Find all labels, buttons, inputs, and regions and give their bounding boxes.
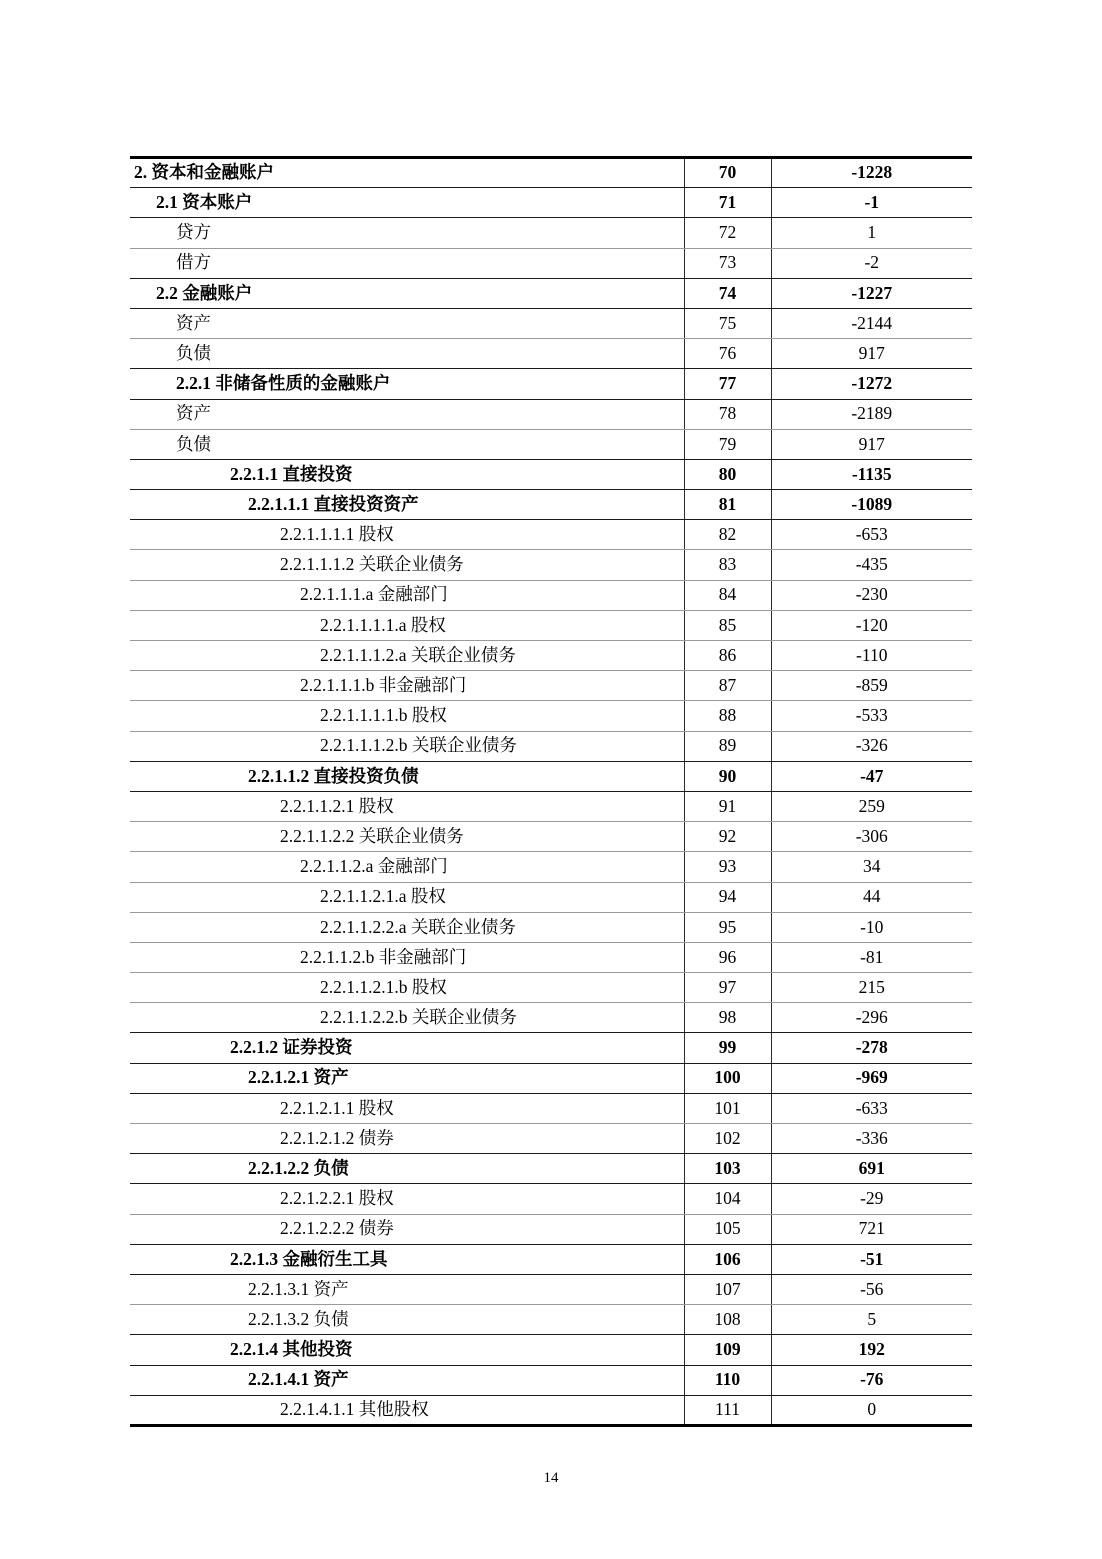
row-value: -633 [771, 1093, 972, 1123]
row-label: 2.2.1.1.2.2 关联企业债务 [130, 822, 684, 852]
row-label: 2.2.1.2.2.1 股权 [130, 1184, 684, 1214]
row-label: 2.2.1.1.1.1.a 股权 [130, 610, 684, 640]
row-value: 0 [771, 1395, 972, 1425]
row-label: 2.2.1.1.2 直接投资负债 [130, 761, 684, 791]
row-label: 2.2.1.2.2 负债 [130, 1154, 684, 1184]
row-label: 借方 [130, 248, 684, 278]
row-value: -326 [771, 731, 972, 761]
row-code: 76 [684, 339, 771, 369]
row-value: -110 [771, 641, 972, 671]
row-code: 105 [684, 1214, 771, 1244]
row-value: 5 [771, 1305, 972, 1335]
row-code: 71 [684, 188, 771, 218]
row-code: 77 [684, 369, 771, 399]
table-row [130, 429, 972, 459]
table-row [130, 942, 972, 972]
table-row [130, 218, 972, 248]
row-code: 104 [684, 1184, 771, 1214]
row-value: 34 [771, 852, 972, 882]
row-label: 2.2.1.4 其他投资 [130, 1335, 684, 1365]
row-code: 82 [684, 520, 771, 550]
row-code: 93 [684, 852, 771, 882]
row-value: -296 [771, 1003, 972, 1033]
row-code: 94 [684, 882, 771, 912]
table-row [130, 791, 972, 821]
row-label: 2.2.1.1.2.b 非金融部门 [130, 942, 684, 972]
table-row [130, 671, 972, 701]
table-row [130, 912, 972, 942]
row-code: 72 [684, 218, 771, 248]
row-label: 2.2.1.1.1.1 股权 [130, 520, 684, 550]
row-value: -29 [771, 1184, 972, 1214]
row-code: 109 [684, 1335, 771, 1365]
row-label: 2.2.1.4.1.1 其他股权 [130, 1395, 684, 1425]
row-value: 691 [771, 1154, 972, 1184]
row-code: 75 [684, 308, 771, 338]
row-label: 2.2.1.3 金融衍生工具 [130, 1244, 684, 1274]
table-body [130, 158, 972, 1426]
row-label: 2.2.1.1.2.a 金融部门 [130, 852, 684, 882]
row-code: 90 [684, 761, 771, 791]
row-label: 负债 [130, 339, 684, 369]
row-label: 2.2.1.3.1 资产 [130, 1274, 684, 1304]
table-row [130, 1395, 972, 1425]
table-row [130, 369, 972, 399]
table-row [130, 822, 972, 852]
row-label: 2.2.1.4.1 资产 [130, 1365, 684, 1395]
row-code: 85 [684, 610, 771, 640]
row-label: 2.2.1.1.1.b 非金融部门 [130, 671, 684, 701]
row-value: -1135 [771, 459, 972, 489]
row-label: 2.2.1.3.2 负债 [130, 1305, 684, 1335]
row-value: -1228 [771, 158, 972, 188]
table-row [130, 1154, 972, 1184]
row-code: 95 [684, 912, 771, 942]
row-value: -1089 [771, 490, 972, 520]
row-code: 73 [684, 248, 771, 278]
table-row [130, 1274, 972, 1304]
row-value: -51 [771, 1244, 972, 1274]
table-row [130, 852, 972, 882]
row-code: 100 [684, 1063, 771, 1093]
row-value: -859 [771, 671, 972, 701]
table-row [130, 1003, 972, 1033]
row-code: 81 [684, 490, 771, 520]
row-value: -76 [771, 1365, 972, 1395]
table-row [130, 610, 972, 640]
row-code: 74 [684, 278, 771, 308]
row-code: 70 [684, 158, 771, 188]
row-code: 96 [684, 942, 771, 972]
table-row [130, 399, 972, 429]
table-row [130, 1214, 972, 1244]
row-label: 2.2.1.1.1.1.b 股权 [130, 701, 684, 731]
row-label: 贷方 [130, 218, 684, 248]
row-label: 2.2.1.1.2.2.b 关联企业债务 [130, 1003, 684, 1033]
row-value: -653 [771, 520, 972, 550]
row-code: 101 [684, 1093, 771, 1123]
row-code: 97 [684, 973, 771, 1003]
table-row [130, 490, 972, 520]
row-label: 2.2.1.2.2.2 债券 [130, 1214, 684, 1244]
row-value: 215 [771, 973, 972, 1003]
row-code: 108 [684, 1305, 771, 1335]
table-row [130, 580, 972, 610]
balance-of-payments-table [130, 156, 972, 1427]
row-code: 80 [684, 459, 771, 489]
row-code: 107 [684, 1274, 771, 1304]
row-code: 91 [684, 791, 771, 821]
row-value: -533 [771, 701, 972, 731]
row-value: 721 [771, 1214, 972, 1244]
table-row [130, 701, 972, 731]
row-code: 99 [684, 1033, 771, 1063]
row-code: 84 [684, 580, 771, 610]
row-value: 1 [771, 218, 972, 248]
table-row [130, 1335, 972, 1365]
row-label: 2.2.1.1.1.2 关联企业债务 [130, 550, 684, 580]
row-label: 2.2.1.1.1.a 金融部门 [130, 580, 684, 610]
table-row [130, 1365, 972, 1395]
row-code: 102 [684, 1124, 771, 1154]
page-number: 14 [543, 1470, 559, 1486]
table-row [130, 882, 972, 912]
row-value: -2 [771, 248, 972, 278]
table-row [130, 188, 972, 218]
row-value: -120 [771, 610, 972, 640]
row-value: -969 [771, 1063, 972, 1093]
table-row [130, 731, 972, 761]
row-label: 资产 [130, 399, 684, 429]
row-label: 2.2.1.2 证券投资 [130, 1033, 684, 1063]
row-code: 110 [684, 1365, 771, 1395]
row-value: -306 [771, 822, 972, 852]
row-value: -56 [771, 1274, 972, 1304]
row-label: 2.2.1.1.2.2.a 关联企业债务 [130, 912, 684, 942]
row-value: -10 [771, 912, 972, 942]
row-value: -2144 [771, 308, 972, 338]
row-label: 2.2.1.2.1.1 股权 [130, 1093, 684, 1123]
row-code: 98 [684, 1003, 771, 1033]
row-value: -278 [771, 1033, 972, 1063]
row-label: 2.2 金融账户 [130, 278, 684, 308]
row-value: -435 [771, 550, 972, 580]
row-code: 78 [684, 399, 771, 429]
row-label: 2.2.1.2.1.2 债券 [130, 1124, 684, 1154]
row-label: 2.2.1.1.2.1 股权 [130, 791, 684, 821]
row-label: 2.2.1.2.1 资产 [130, 1063, 684, 1093]
row-label: 2.1 资本账户 [130, 188, 684, 218]
row-code: 92 [684, 822, 771, 852]
row-label: 2.2.1.1.1.2.b 关联企业债务 [130, 731, 684, 761]
row-code: 103 [684, 1154, 771, 1184]
table-row [130, 1063, 972, 1093]
table-row [130, 248, 972, 278]
table-row [130, 339, 972, 369]
row-label: 2.2.1.1.2.1.a 股权 [130, 882, 684, 912]
row-value: -2189 [771, 399, 972, 429]
row-value: -81 [771, 942, 972, 972]
row-value: -1 [771, 188, 972, 218]
row-code: 86 [684, 641, 771, 671]
row-code: 87 [684, 671, 771, 701]
table-row [130, 550, 972, 580]
table-row [130, 1093, 972, 1123]
row-value: 917 [771, 339, 972, 369]
table-row [130, 520, 972, 550]
row-label: 2.2.1.1.2.1.b 股权 [130, 973, 684, 1003]
table-row [130, 641, 972, 671]
row-label: 2.2.1.1.1 直接投资资产 [130, 490, 684, 520]
table-row [130, 1184, 972, 1214]
row-value: -47 [771, 761, 972, 791]
row-code: 83 [684, 550, 771, 580]
row-label: 2.2.1.1 直接投资 [130, 459, 684, 489]
row-code: 89 [684, 731, 771, 761]
table-row [130, 308, 972, 338]
table-row [130, 459, 972, 489]
table-row [130, 761, 972, 791]
row-value: 44 [771, 882, 972, 912]
row-value: -336 [771, 1124, 972, 1154]
row-label: 2.2.1.1.1.2.a 关联企业债务 [130, 641, 684, 671]
row-value: -1227 [771, 278, 972, 308]
row-label: 资产 [130, 308, 684, 338]
table-row [130, 1305, 972, 1335]
row-value: -230 [771, 580, 972, 610]
table-row [130, 1244, 972, 1274]
row-value: -1272 [771, 369, 972, 399]
row-value: 259 [771, 791, 972, 821]
table-row [130, 973, 972, 1003]
row-code: 111 [684, 1395, 771, 1425]
row-label: 2. 资本和金融账户 [130, 158, 684, 188]
row-label: 2.2.1 非储备性质的金融账户 [130, 369, 684, 399]
row-code: 79 [684, 429, 771, 459]
row-label: 负债 [130, 429, 684, 459]
row-code: 88 [684, 701, 771, 731]
table-row [130, 1124, 972, 1154]
table-row [130, 278, 972, 308]
row-code: 106 [684, 1244, 771, 1274]
row-value: 192 [771, 1335, 972, 1365]
row-value: 917 [771, 429, 972, 459]
table-row [130, 158, 972, 188]
table-row [130, 1033, 972, 1063]
